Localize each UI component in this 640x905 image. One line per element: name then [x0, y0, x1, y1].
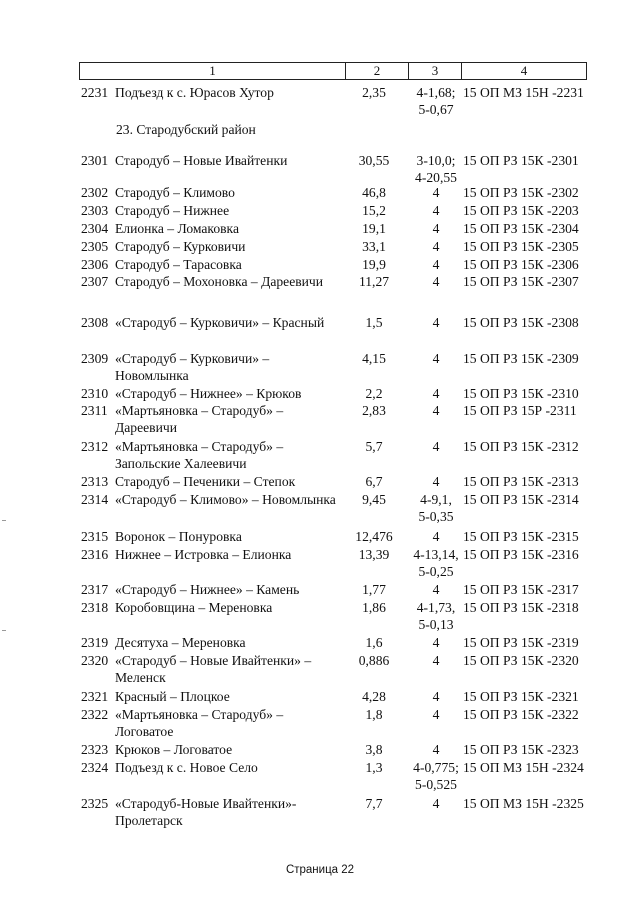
road-length: 12,476	[355, 529, 393, 544]
road-length: 3,8	[365, 742, 383, 757]
road-id: 15 ОП РЗ 15К -2322	[463, 707, 579, 722]
road-category: 4-1,68; 5-0,67	[416, 85, 456, 117]
road-category: 4-0,775; 5-0,525	[413, 760, 459, 792]
road-id: 15 ОП РЗ 15К -2309	[463, 351, 579, 366]
road-name: Подъезд к с. Новое Село	[115, 760, 258, 775]
road-length: 4,28	[362, 689, 386, 704]
road-length: 19,1	[362, 221, 386, 236]
road-length: 1,5	[365, 315, 383, 330]
road-name: Коробовщина – Мереновка	[115, 600, 273, 615]
road-id: 15 ОП РЗ 15К -2307	[463, 274, 579, 289]
row-number: 2319	[81, 635, 109, 650]
road-length: 1,77	[362, 582, 386, 597]
row-number: 2308	[81, 315, 109, 330]
road-id: 15 ОП РЗ 15К -2301	[463, 153, 579, 168]
road-id: 15 ОП РЗ 15К -2306	[463, 257, 579, 272]
road-id: 15 ОП РЗ 15К -2304	[463, 221, 579, 236]
row-number: 2306	[81, 257, 109, 272]
road-length: 4,15	[362, 351, 386, 366]
row-number: 2314	[81, 492, 109, 507]
road-category: 4	[432, 707, 440, 722]
road-length: 1,86	[362, 600, 386, 615]
road-category: 4	[432, 689, 440, 704]
row-number: 2318	[81, 600, 109, 615]
road-name: Стародуб – Мохоновка – Дареевичи	[115, 274, 324, 289]
road-category: 4	[432, 221, 440, 236]
row-number: 2305	[81, 239, 109, 254]
header-col-4: 4	[520, 63, 528, 78]
road-name: Стародуб – Курковичи	[115, 239, 246, 254]
road-id: 15 ОП РЗ 15К -2317	[463, 582, 579, 597]
road-category: 4	[432, 474, 440, 489]
row-number: 2312	[81, 439, 109, 454]
road-name: «Стародуб – Климово» – Новомлынка	[115, 492, 336, 507]
road-name: «Мартьяновка – Стародуб» – Запольские Халеевичи	[115, 439, 284, 471]
road-length: 2,2	[365, 386, 383, 401]
road-id: 15 ОП РЗ 15К -2319	[463, 635, 579, 650]
road-id: 15 ОП РЗ 15К -2305	[463, 239, 579, 254]
road-category: 4	[432, 529, 440, 544]
row-number: 2320	[81, 653, 109, 668]
row-number: 2309	[81, 351, 109, 366]
road-id: 15 ОП РЗ 15К -2312	[463, 439, 579, 454]
header-col-3: 3	[409, 63, 462, 79]
road-id: 15 ОП РЗ 15К -2316	[463, 547, 579, 562]
row-number: 2317	[81, 582, 109, 597]
header-col-2: 2	[346, 63, 409, 79]
road-length: 15,2	[362, 203, 386, 218]
road-category: 4	[432, 403, 440, 418]
road-name: Стародуб – Нижнее	[115, 203, 230, 218]
road-category: 3-10,0; 4-20,55	[415, 153, 457, 185]
road-length: 7,7	[365, 796, 383, 811]
row-number: 2322	[81, 707, 109, 722]
table-header	[79, 62, 587, 80]
row-number: 2231	[81, 85, 109, 100]
road-category: 4	[432, 351, 440, 366]
road-id: 15 ОП РЗ 15К -2315	[463, 529, 579, 544]
road-length: 2,83	[362, 403, 386, 418]
row-number: 2324	[81, 760, 109, 775]
road-id: 15 ОП РЗ 15К -2310	[463, 386, 579, 401]
row-number: 2301	[81, 153, 109, 168]
road-category: 4	[432, 257, 440, 272]
road-name: Воронок – Понуровка	[115, 529, 242, 544]
road-category: 4	[432, 386, 440, 401]
row-number: 2325	[81, 796, 109, 811]
road-name: Подъезд к с. Юрасов Хутор	[115, 85, 274, 100]
row-number: 2311	[81, 403, 108, 418]
scan-mark	[2, 520, 6, 521]
road-name: «Стародуб – Курковичи» – Красный	[115, 315, 325, 330]
road-name: «Стародуб – Новые Ивайтенки» – Меленск	[115, 653, 312, 685]
road-name: «Стародуб – Нижнее» – Крюков	[115, 386, 302, 401]
row-number: 2313	[81, 474, 109, 489]
road-id: 15 ОП РЗ 15К -2302	[463, 185, 579, 200]
road-id: 15 ОП РЗ 15К -2203	[463, 203, 579, 218]
road-category: 4-1,73, 5-0,13	[416, 600, 456, 632]
road-category: 4	[432, 796, 440, 811]
road-id: 15 ОП МЗ 15Н -2325	[463, 796, 584, 811]
section-title: 23. Стародубский район	[116, 122, 256, 137]
scan-mark	[2, 630, 6, 631]
row-number: 2307	[81, 274, 109, 289]
road-name: «Стародуб-Новые Ивайтенки»- Пролетарск	[115, 796, 297, 828]
page-number: Страница 22	[285, 864, 355, 876]
road-length: 33,1	[362, 239, 386, 254]
road-id: 15 ОП РЗ 15К -2308	[463, 315, 579, 330]
road-name: Крюков – Логоватое	[115, 742, 233, 757]
road-name: Стародуб – Печеники – Степок	[115, 474, 296, 489]
road-length: 11,27	[358, 274, 390, 289]
road-length: 13,39	[358, 547, 390, 562]
road-length: 5,7	[365, 439, 383, 454]
road-category: 4	[432, 185, 440, 200]
road-category: 4	[432, 439, 440, 454]
road-name: «Мартьяновка – Стародуб» – Логоватое	[115, 707, 284, 739]
road-category: 4-9,1, 5-0,35	[418, 492, 454, 524]
row-number: 2316	[81, 547, 109, 562]
road-id: 15 ОП РЗ 15К -2320	[463, 653, 579, 668]
road-name: Десятуха – Мереновка	[115, 635, 246, 650]
road-length: 46,8	[362, 185, 386, 200]
road-name: Стародуб – Климово	[115, 185, 235, 200]
road-id: 15 ОП МЗ 15Н -2231	[463, 85, 584, 100]
road-length: 0,886	[358, 653, 390, 668]
row-number: 2302	[81, 185, 109, 200]
row-number: 2315	[81, 529, 109, 544]
road-name: Красный – Плоцкое	[115, 689, 230, 704]
road-id: 15 ОП МЗ 15Н -2324	[463, 760, 584, 775]
road-length: 2,35	[362, 85, 386, 100]
road-length: 1,8	[365, 707, 383, 722]
road-category: 4	[432, 274, 440, 289]
road-length: 1,3	[365, 760, 383, 775]
road-length: 1,6	[365, 635, 383, 650]
road-category: 4	[432, 203, 440, 218]
road-length: 30,55	[358, 153, 390, 168]
road-id: 15 ОП РЗ 15К -2318	[463, 600, 579, 615]
road-id: 15 ОП РЗ 15К -2314	[463, 492, 579, 507]
road-name: «Стародуб – Нижнее» – Камень	[115, 582, 300, 597]
row-number: 2321	[81, 689, 109, 704]
road-length: 9,45	[362, 492, 386, 507]
road-id: 15 ОП РЗ 15Р -2311	[463, 403, 577, 418]
row-number: 2323	[81, 742, 109, 757]
row-number: 2304	[81, 221, 109, 236]
road-category: 4	[432, 239, 440, 254]
road-category: 4	[432, 582, 440, 597]
road-id: 15 ОП РЗ 15К -2323	[463, 742, 579, 757]
road-name: «Мартьяновка – Стародуб» – Дареевичи	[115, 403, 284, 435]
road-category: 4-13,14, 5-0,25	[413, 547, 459, 579]
road-name: Стародуб – Новые Ивайтенки	[115, 153, 288, 168]
road-category: 4	[432, 315, 440, 330]
header-col-1: 1	[80, 63, 346, 79]
road-id: 15 ОП РЗ 15К -2321	[463, 689, 579, 704]
road-category: 4	[432, 742, 440, 757]
road-name: Елионка – Ломаковка	[115, 221, 239, 236]
road-category: 4	[432, 635, 440, 650]
road-length: 6,7	[365, 474, 383, 489]
road-length: 19,9	[362, 257, 386, 272]
road-name: «Стародуб – Курковичи» – Новомлынка	[115, 351, 270, 383]
road-id: 15 ОП РЗ 15К -2313	[463, 474, 579, 489]
road-name: Стародуб – Тарасовка	[115, 257, 242, 272]
road-category: 4	[432, 653, 440, 668]
road-name: Нижнее – Истровка – Елионка	[115, 547, 292, 562]
row-number: 2310	[81, 386, 109, 401]
row-number: 2303	[81, 203, 109, 218]
